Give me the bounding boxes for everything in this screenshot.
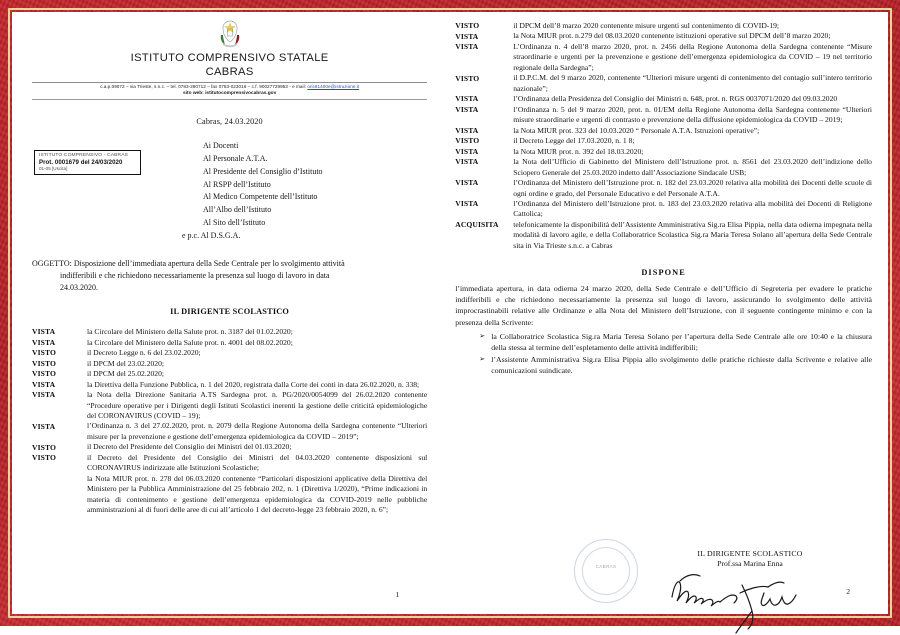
consideration-row	[32, 474, 427, 516]
consideration-row	[455, 21, 872, 31]
page-number-left: 1	[395, 590, 400, 599]
consideration-row	[32, 327, 427, 337]
consideration-key: ACQUISITA	[455, 220, 499, 230]
page-right	[441, 12, 888, 614]
protocol-type: 01-05 [Uscita]	[39, 166, 68, 172]
consideration-row	[455, 178, 872, 199]
document-paper	[12, 12, 888, 614]
consideration-key: VISTA	[455, 125, 479, 135]
list-item: Al Medico Competente dell’Istituto	[203, 192, 318, 202]
recipient-cc: e p.c. Al D.S.G.A.	[182, 231, 241, 241]
subject-line-2: indifferibili e che richiedono necessariamente la presenza sul luogo di lavoro in data	[60, 271, 330, 281]
page-number-right: 2	[846, 587, 850, 596]
considerations-left	[32, 327, 427, 515]
consideration-row	[455, 94, 872, 104]
letterhead	[32, 20, 427, 100]
contact-divider-top	[32, 82, 427, 83]
italy-republic-emblem-icon	[217, 20, 243, 50]
consideration-row	[32, 348, 427, 358]
consideration-row	[455, 147, 872, 157]
list-item: Al Sito dell’Istituto	[203, 218, 266, 228]
consideration-text: la Nota MIUR prot. n. 392 del 18.03.2020;	[513, 146, 644, 156]
consideration-key	[32, 474, 87, 516]
list-item: Al Personale A.T.A.	[203, 153, 268, 163]
school-city: CABRAS	[205, 66, 254, 78]
list-item: Ai Docenti	[203, 140, 239, 150]
consideration-row	[455, 126, 872, 136]
consideration-key: VISTO	[455, 73, 480, 83]
consideration-text: la Nota MIUR prot. n.279 del 08.03.2020 contenente istituzioni operative sul DPCM dell’8 marzo 2020;	[513, 31, 831, 41]
consideration-text: l’Ordinanza n. 3 del 27.02.2020, prot. n. 2079 della Regione Autonoma della Sardegna contenente “Ulteriori misure per la prevenzione e gestione dell’emergenza epidemiologica da COVID – 2019”;	[87, 421, 428, 441]
consideration-text: L’Ordinanza n. 4 dell’8 marzo 2020, prot. n. 2456 della Regione Autonoma della Sardegna contenente “Misure straordinarie e urgenti per la prevenzione e gestione dell’emergenza epidemiologica da COVID – 19 nel territorio regionale della Sardegna”;	[513, 41, 872, 72]
consideration-key: VISTO	[455, 21, 480, 31]
consideration-key: VISTA	[455, 178, 479, 188]
arrow-bullet-icon: ➢	[479, 332, 486, 341]
bullet-text: la Collaboratrice Scolastica Sig.ra Maria Teresa Solano per l’apertura della Sede Centrale alle ore 10:40 e la chiusura della stessa al termine dell’espletamento delle attività indifferibili;	[491, 331, 872, 352]
consideration-key: VISTA	[455, 104, 479, 114]
consideration-text: la Nota MIUR prot. 323 del 10.03.2020 “ Personale A.T.A. Istruzioni operative”;	[513, 125, 760, 135]
considerations-right	[455, 21, 872, 251]
consideration-text: la Nota dell’Ufficio di Gabinetto del Ministero dell’Istruzione prot. n. 8561 del 23.03.2020 dell’indizione dello Sciopero Generale del 25.03.2020 indetto dall’Associazione Sindacale USB;	[513, 157, 872, 177]
consideration-key: VISTA	[32, 379, 56, 389]
subject-line-1: Disposizione dell’immediata apertura della Sede Centrale per lo svolgimento attività	[73, 259, 345, 269]
consideration-row	[32, 442, 427, 452]
consideration-key: VISTA	[455, 157, 479, 167]
consideration-text: l’Ordinanza n. 5 del 9 marzo 2020, prot. n. 01/EM della Regione Autonoma della Sardegna contenente “Ulteriori misure straordinarie e urgenti di contrasto e prevenzione della diffusione epidemiologica da COVID – 2019;	[513, 104, 872, 125]
consideration-text: la Circolare del Ministero della Salute prot. n. 4001 del 08.02.2020;	[87, 337, 293, 347]
consideration-text: il Decreto del Presidente del Consiglio dei Ministri del 01.03.2020;	[87, 442, 292, 452]
consideration-text: il Decreto del Presidente del Consiglio dei Ministri del 04.03.2020 contenente disposizioni sul CORONAVIRUS indirizzate alle Istituzioni Scolastiche;	[87, 452, 428, 473]
signature-title: IL DIRIGENTE SCOLASTICO	[697, 549, 803, 558]
consideration-row	[32, 453, 427, 474]
consideration-row	[455, 73, 872, 94]
list-item	[479, 331, 872, 353]
page-left	[12, 12, 441, 614]
consideration-row	[455, 220, 872, 251]
heading-dispone: DISPONE	[641, 268, 686, 278]
website-line: sito web: istitutocomprensivocabras.gov	[182, 91, 277, 97]
consideration-key: VISTA	[455, 42, 479, 52]
recipients-list	[182, 140, 323, 244]
consideration-row	[455, 199, 872, 220]
consideration-row	[32, 369, 427, 379]
consideration-row	[32, 338, 427, 348]
consideration-row	[32, 359, 427, 369]
consideration-key: VISTO	[32, 348, 56, 358]
consideration-text: la Nota della Direzione Sanitaria A.TS Sardegna prot. n. PG/2020/0054099 del 26.02.2020 contenente “Procedure operative per i Dirigenti degli Istituti Scolastici inerenti la gestione delle criticità epidemiologiche del CORONAVIRUS (COVID – 19);	[87, 390, 428, 421]
consideration-text: il DPCM del 23.02.2020;	[87, 358, 164, 368]
list-item	[479, 354, 872, 376]
consideration-text: il D.P.C.M. del 9 marzo 2020, contenente “Ulteriori misure urgenti di contenimento del contagio sull’intero territorio nazionale”;	[513, 73, 872, 93]
dispone-bullets	[455, 331, 872, 376]
consideration-text: il DPCM del 25.02.2020;	[87, 369, 164, 379]
contact-line	[32, 84, 427, 91]
consideration-key: VISTA	[455, 31, 479, 41]
signature-block	[595, 549, 860, 569]
consideration-row	[32, 380, 427, 390]
address-block	[32, 140, 427, 244]
dispone-body: l’immediata apertura, in data odierna 24 marzo 2020, della Sede Centrale e dell’Ufficio di Segreteria per evadere le pratiche indifferibili e che richiedono necessariamente la presenza sul luogo di lavoro, assicurando lo svolgimento delle attività improcrastinabili relative alle Ordinanze e alla Nota del Ministero dell’Istruzione, con il seguente contingente minimo e con la presenza della Scrivente:	[455, 284, 872, 327]
consideration-key: VISTA	[455, 146, 479, 156]
subject-label: OGGETTO:	[32, 259, 72, 269]
contact-text: c.a.p.09072 – via Trieste, s.n.c. – tel. 0783-290712 – fax 0783-023016 – c.f. 90027729953 - e mail:	[100, 83, 308, 89]
subject-block	[32, 258, 427, 294]
consideration-key: VISTO	[32, 442, 56, 452]
consideration-text: il DPCM dell’8 marzo 2020 contenente misure urgenti sul contenimento di COVID-19;	[513, 21, 780, 30]
consideration-text: l’Ordinanza del Ministero dell’Istruzione prot. n. 182 del 23.03.2020 relativa alla mobilità dei Docenti delle scuole di ogni ordine e grado, del Personale Educativo e del Personale A.T.A.	[513, 178, 872, 198]
consideration-text: telefonicamente la disponibilità dell’Assistente Amministrativa Sig.ra Elisa Pippia, nella data odierna impegnata nella modalità di lavoro agile, e della Collaboratrice Scolastica Sig.ra Maria Teresa Solano all’apertura della Sede Centrale sita in Via Trieste s.n.c. a Cabras	[513, 219, 872, 250]
round-stamp-text: CABRAS	[595, 564, 617, 569]
list-item: Al RSPP dell’Istituto	[203, 179, 271, 189]
consideration-text: la Direttiva della Funzione Pubblica, n. 1 del 2020, registrata dalla Corte dei conti in data 26.02.2020, n. 338;	[87, 379, 420, 389]
consideration-key: VISTO	[32, 453, 56, 463]
consideration-row	[455, 157, 872, 178]
consideration-row	[455, 42, 872, 73]
contact-divider-bottom	[32, 99, 427, 100]
subject-line-3: 24.03.2020.	[60, 283, 98, 293]
handwritten-signature	[668, 563, 833, 635]
consideration-row	[455, 31, 872, 41]
email-link[interactable]: oric81400e@istruzione.it	[307, 83, 360, 89]
consideration-row	[32, 390, 427, 421]
consideration-text: l’Ordinanza del Ministero dell’Istruzione prot. n. 183 del 23.03.2020 relativa alla mobilità dei Docenti di Religione Cattolica;	[513, 198, 872, 219]
list-item: All’Albo dell’Istituto	[203, 205, 272, 215]
list-item: Al Presidente del Consiglio d’Istituto	[203, 166, 323, 176]
consideration-key: VISTA	[455, 94, 479, 104]
protocol-institute: ISTITUTO COMPRENSIVO - CABRAS	[39, 152, 129, 158]
consideration-key: VISTO	[32, 369, 56, 379]
date-line: Cabras, 24.03.2020	[196, 116, 263, 126]
arrow-bullet-icon: ➢	[479, 355, 486, 364]
consideration-text: l’Ordinanza della Presidenza del Consiglio dei Ministri n. 648, prot. n. RGS 0037071/2020 del 09.03.2020	[513, 94, 838, 104]
heading-dirigente: IL DIRIGENTE SCOLASTICO	[170, 307, 290, 317]
school-name: ISTITUTO COMPRENSIVO STATALE	[130, 52, 329, 64]
consideration-key: VISTO	[455, 136, 480, 146]
round-official-stamp	[574, 539, 638, 603]
consideration-row	[32, 421, 427, 442]
bullet-text: l’Assistente Amministrativa Sig.ra Elisa Pippia allo svolgimento delle pratiche richieste dalla Scrivente e relative alle comunicazioni suindicate.	[491, 354, 872, 375]
consideration-text: il Decreto Legge del 17.03.2020, n. 1 8;	[513, 136, 635, 146]
protocol-number: Prot. 0001679 del 24/03/2020	[39, 158, 123, 166]
signature-name: Prof.ssa Marina Enna	[717, 559, 783, 568]
consideration-key: VISTA	[32, 337, 56, 347]
consideration-text: il Decreto Legge n. 6 del 23.02.2020;	[87, 348, 201, 358]
consideration-row	[455, 136, 872, 146]
consideration-text: la Circolare del Ministero della Salute prot. n. 3187 del 01.02.2020;	[87, 327, 293, 337]
consideration-key: VISTA	[32, 390, 56, 400]
consideration-row	[455, 105, 872, 126]
consideration-key: VISTA	[455, 199, 479, 209]
consideration-key: VISTA	[32, 327, 56, 337]
consideration-text: la Nota MIUR prot. n. 278 del 06.03.2020 contenente “Particolari disposizioni applicative della Direttiva del Ministero per la Pubblica Amministrazione del 25 febbraio 202, n. 1 (Direttiva 1/2020), “Prime indicazioni in materia di contenimento e gestione dell’emergenza epidemiologica da COVID-2019 nelle pubbliche amministrazioni al di fuori delle aree di cui all’articolo 1 del decreto-legge 23 febbraio 2020, n. 6”;	[87, 473, 428, 515]
protocol-stamp	[34, 150, 141, 175]
consideration-key: VISTO	[32, 358, 56, 368]
consideration-key: VISTA	[32, 421, 56, 431]
